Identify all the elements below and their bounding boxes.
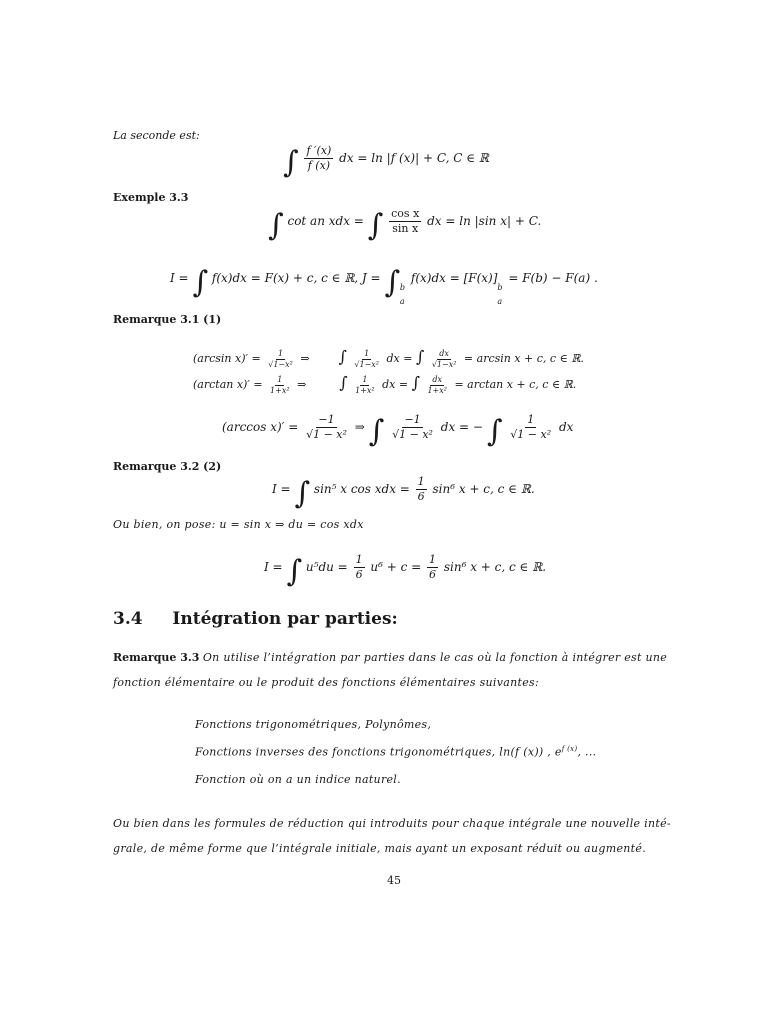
numerator: 1 (355, 553, 363, 566)
upper-limit: b (399, 283, 406, 292)
integral-sign: ∫ (411, 373, 420, 392)
fraction (266, 349, 295, 370)
eq-part: = arcsin x + c, c ∈ ℝ. (463, 352, 584, 365)
implies-symbol: ⇒ (354, 420, 365, 434)
denominator: 6 (417, 490, 425, 503)
eq-part: dx = − (440, 420, 483, 434)
denominator: √1−x² (354, 359, 379, 369)
eq-part: f(x)dx = [F(x)] (410, 271, 498, 285)
closing-line-1: Ou bien dans les formules de réduction qui introduits pour chaque intégrale une nouvelle inté- (113, 817, 671, 830)
eq-part: sin⁵ x cos xdx = (313, 482, 410, 496)
eq-part: dx = (382, 378, 409, 391)
fraction (416, 475, 427, 504)
integral-sign: ∫ (367, 208, 384, 243)
equation-rhs: dx = ln |sin x| + C. (427, 214, 542, 228)
list-item-2-sup: f (x) (561, 745, 578, 753)
numerator: cos x (391, 207, 420, 220)
page-number: 45 (387, 874, 401, 887)
eq-part: sin⁶ x + c, c ∈ ℝ. (432, 482, 535, 496)
integral-sign: ∫ (339, 373, 348, 392)
fraction (304, 144, 333, 173)
remarque-33-line1 (113, 651, 667, 664)
fraction (353, 375, 377, 396)
section-heading (113, 609, 398, 629)
denominator: √1 − x² (306, 428, 347, 441)
list-item-2 (195, 745, 596, 759)
example-title: Exemple 3.3 (113, 191, 189, 204)
numerator: 1 (429, 553, 437, 566)
eq-part: I = (170, 271, 189, 285)
equation-arcsin (193, 347, 584, 370)
denominator: 1+x² (270, 385, 290, 395)
denominator: sin x (392, 222, 419, 235)
remarque-33-label: Remarque 3.3 (113, 651, 200, 664)
denominator: f (x) (307, 159, 331, 172)
eq-part: dx = (386, 352, 413, 365)
list-item-2-text: Fonctions inverses des fonctions trigonométriques, ln(f (x)) , e (195, 745, 562, 759)
eq-part: u⁶ + c = (370, 560, 422, 574)
section-title: Intégration par parties: (172, 609, 398, 629)
bracket-sub: a (497, 297, 503, 306)
equation-arctan (193, 373, 576, 396)
implies-symbol: ⇒ (297, 378, 307, 391)
integral-sign: ∫ (368, 414, 385, 449)
denominator: 6 (429, 568, 437, 581)
integral-sign: ∫ (486, 414, 503, 449)
integral-sign: ∫ (192, 265, 209, 300)
denominator: √1 − x² (392, 428, 433, 441)
numerator: dx (432, 374, 443, 384)
integral-sign: ∫ (268, 208, 284, 243)
fraction (304, 413, 349, 442)
denominator: √1 − x² (510, 428, 552, 441)
remarque-31-title: Remarque 3.1 (1) (113, 313, 222, 326)
equation-arccos (222, 413, 574, 449)
integral-sign: ∫ (384, 265, 401, 300)
denominator: 6 (355, 568, 363, 581)
denominator: √1−x² (431, 359, 457, 369)
bracket-limits (497, 281, 502, 309)
integral-sign: ∫ (415, 347, 425, 366)
implies-symbol: ⇒ (300, 352, 310, 365)
intro-text: La seconde est: (113, 129, 200, 142)
numerator: 1 (277, 374, 283, 384)
list-item-3: Fonction où on a un indice naturel. (195, 773, 401, 786)
integral-sign: ∫ (283, 145, 299, 180)
eq-part: u⁵du = (305, 560, 348, 574)
fraction (352, 349, 381, 370)
eq-part: I = (272, 482, 291, 496)
integral-limits (400, 281, 405, 309)
remarque-33-line2: fonction élémentaire ou le produit des fonctions élémentaires suivantes: (113, 676, 539, 689)
fraction (268, 375, 292, 396)
list-item-1: Fonctions trigonométriques, Polynômes, (195, 718, 432, 731)
lower-limit: a (399, 297, 405, 306)
integral-sign: ∫ (338, 347, 347, 366)
eq-part: (arccos x)′ = (222, 420, 299, 434)
equation-lhs: cot an xdx = (287, 214, 364, 228)
eq-part: = F(b) − F(a) . (508, 271, 598, 285)
equation-definite (170, 265, 598, 309)
numerator: 1 (364, 348, 370, 358)
remarque-32-title: Remarque 3.2 (2) (113, 460, 222, 473)
eq-part: I = (264, 560, 283, 574)
equation-log (283, 144, 489, 180)
numerator: 1 (277, 348, 284, 358)
numerator: dx (439, 348, 449, 358)
fraction (427, 553, 438, 582)
denominator: 1+x² (427, 385, 447, 395)
eq-part: f(x)dx = F(x) + c, c ∈ ℝ, J = (211, 271, 381, 285)
eq-part: = arctan x + c, c ∈ ℝ. (454, 378, 577, 391)
denominator: 1+x² (355, 385, 375, 395)
numerator: −1 (404, 413, 421, 426)
integral-sign: ∫ (286, 554, 303, 589)
eq-part: dx (558, 420, 574, 434)
substitution-text: Ou bien, on pose: u = sin x ⇒ du = cos xdx (113, 518, 364, 531)
fraction (508, 413, 553, 442)
numerator: 1 (527, 413, 535, 426)
fraction (425, 375, 449, 396)
integral-sign: ∫ (294, 476, 311, 511)
equation-rhs: dx = ln |f (x)| + C, C ∈ ℝ (339, 151, 489, 165)
denominator: √1−x² (268, 359, 293, 369)
eq-part: (arctan x)′ = (193, 378, 263, 391)
numerator: 1 (417, 475, 425, 488)
fraction (390, 413, 435, 442)
equation-cot (268, 207, 542, 243)
numerator: 1 (362, 374, 368, 384)
fraction (389, 207, 421, 236)
numerator: −1 (318, 413, 335, 426)
eq-part: sin⁶ x + c, c ∈ ℝ. (443, 560, 547, 574)
equation-sin5 (272, 475, 535, 511)
fraction (354, 553, 365, 582)
equation-u5 (264, 553, 547, 589)
remarque-33-text: On utilise l’intégration par parties dans le cas où la fonction à intégrer est une (202, 651, 668, 664)
bracket-sup: b (497, 283, 503, 292)
closing-line-2: grale, de même forme que l’intégrale initiale, mais ayant un exposant réduit ou augmenté. (113, 842, 646, 855)
eq-part: (arcsin x)′ = (193, 352, 261, 365)
section-number: 3.4 (113, 609, 143, 629)
fraction (430, 349, 459, 370)
list-item-2-end: , ... (577, 745, 597, 759)
numerator: f ′(x) (306, 144, 332, 157)
